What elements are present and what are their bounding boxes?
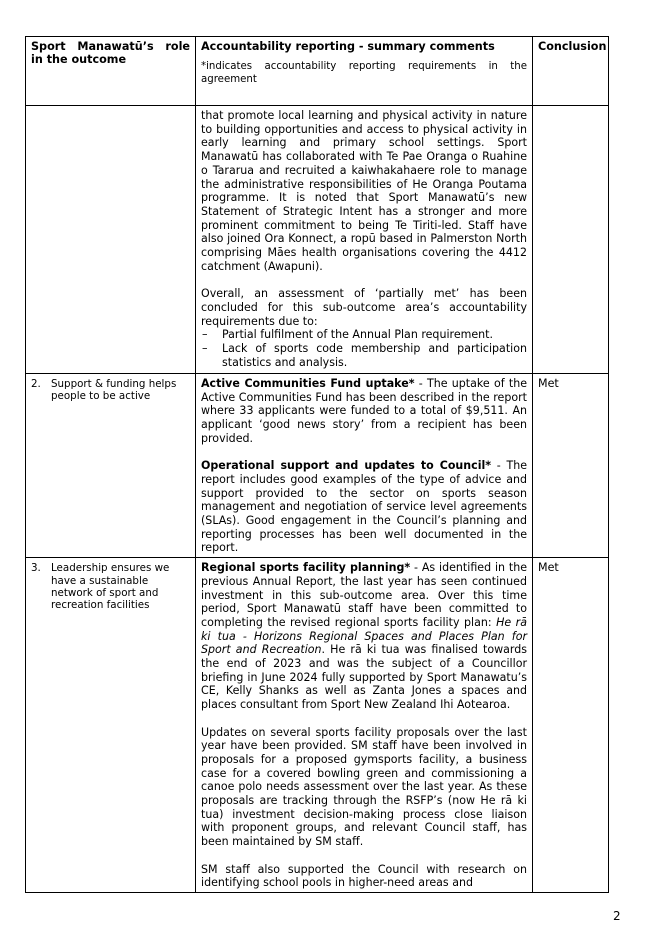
outcome-role: Support & funding helps people to be active (51, 378, 177, 403)
conclusion-value: Met (538, 561, 559, 575)
section-text: - The uptake of the Active Communities Fund has been described in the report where 33 applicants were funded to a total of $9,511. An applicant ‘good news story’ from a recipient has been provided. (201, 377, 527, 445)
summary-paragraph: Updates on several sports facility proposals over the last year have been provided. SM staff have been involved in proposals for a proposed gymsports facility, a business case for a covered bowling green and commissioning a canoe polo needs assessment over the last year. As these proposals are tracking through the RSFP’s (now He rā ki tua) investment decision-making process close liaison with proponent groups, and relevant Council staff, has been maintained by SM staff. (201, 725, 527, 849)
section-title: Regional sports facility planning* (201, 561, 411, 575)
conclusion-cell (533, 558, 609, 893)
header-reporting-note: *indicates accountability reporting requirements in the agreement (201, 61, 527, 85)
section-text: - The report includes good examples of the type of advice and support provided to the sector on sports season management and negotiation of service level agreements (SLAs). Good engagement in the Council’s planning and reporting processes has been well documented in the report. (201, 459, 527, 555)
reasons-list (201, 328, 527, 369)
role-cell (26, 374, 196, 558)
assessment-paragraph: Overall, an assessment of ‘partially met’ has been concluded for this sub-outcome area’s accountability requirements due to: (201, 287, 527, 328)
conclusion-value: Met (538, 377, 559, 390)
outcome-number: 3. (31, 562, 41, 575)
conclusion-cell-empty (533, 106, 609, 374)
summary-cell (196, 374, 533, 558)
table-header-row (26, 37, 609, 106)
accountability-table (25, 36, 609, 893)
list-item: – Lack of sports code membership and participation statistics and analysis. (201, 342, 527, 369)
section-title: Active Communities Fund uptake* (201, 377, 415, 390)
plan-title: He rā ki tua - Horizons Regional Spaces and Places Plan for Sport and Recreation (201, 615, 527, 657)
role-cell (26, 558, 196, 893)
table-row (26, 106, 609, 374)
header-reporting-cell (196, 37, 533, 106)
header-reporting: Accountability reporting - summary comments (201, 40, 495, 53)
outcome-number: 2. (31, 378, 41, 390)
conclusion-cell (533, 374, 609, 558)
summary-paragraph: SM staff also supported the Council with research on identifying school pools in higher-need areas and (201, 862, 527, 890)
page-number: 2 (613, 909, 621, 923)
header-role: Sport Manawatū’s role in the outcome (31, 40, 190, 66)
continuation-paragraph: that promote local learning and physical activity in nature to building opportunities and access to physical activity in early learning and primary school settings. Sport Manawatū has collaborated with Te Pae Oranga o Ruahine o Tararua and recruited a kaiwhakahaere role to manage the administrative responsibilities of He Oranga Poutama programme. It is noted that Sport Manawatū’s new Statement of Strategic Intent has a stronger and more prominent commitment to being Te Tiriti-led. Staff have also joined Ora Konnect, a ropū based in Palmerston North comprising Māes health organisations covering the 4412 catchment (Awapuni). (201, 109, 527, 273)
summary-paragraph (201, 377, 527, 446)
summary-cell (196, 558, 533, 893)
section-text: - As identified in the previous Annual Report, the last year has seen continued investment in this sub-outcome area. Over this time period, Sport Manawatū staff have been committed to completing the revised regional sports facility plan: (201, 561, 527, 629)
list-item: – Partial fulfilment of the Annual Plan requirement. (201, 328, 527, 342)
header-conclusion-cell (533, 37, 609, 106)
role-cell-empty (26, 106, 196, 374)
section-text: . He rā ki tua was finalised towards the end of 2023 and was the subject of a Councillor briefing in June 2024 fully supported by Sport Manawatu’s CE, Kelly Shanks as well as Zanta Jones a spaces and places consultant from Sport New Zealand Ihi Aotearoa. (201, 643, 527, 712)
summary-paragraph (201, 561, 527, 712)
outcome-role: Leadership ensures we have a sustainable network of sport and recreation facilities (51, 562, 170, 612)
continuation-cell (196, 106, 533, 374)
summary-paragraph (201, 459, 527, 555)
table-row (26, 374, 609, 558)
section-title: Operational support and updates to Council* (201, 459, 492, 473)
table-row (26, 558, 609, 893)
header-conclusion: Conclusion (538, 40, 607, 53)
header-role-cell (26, 37, 196, 106)
